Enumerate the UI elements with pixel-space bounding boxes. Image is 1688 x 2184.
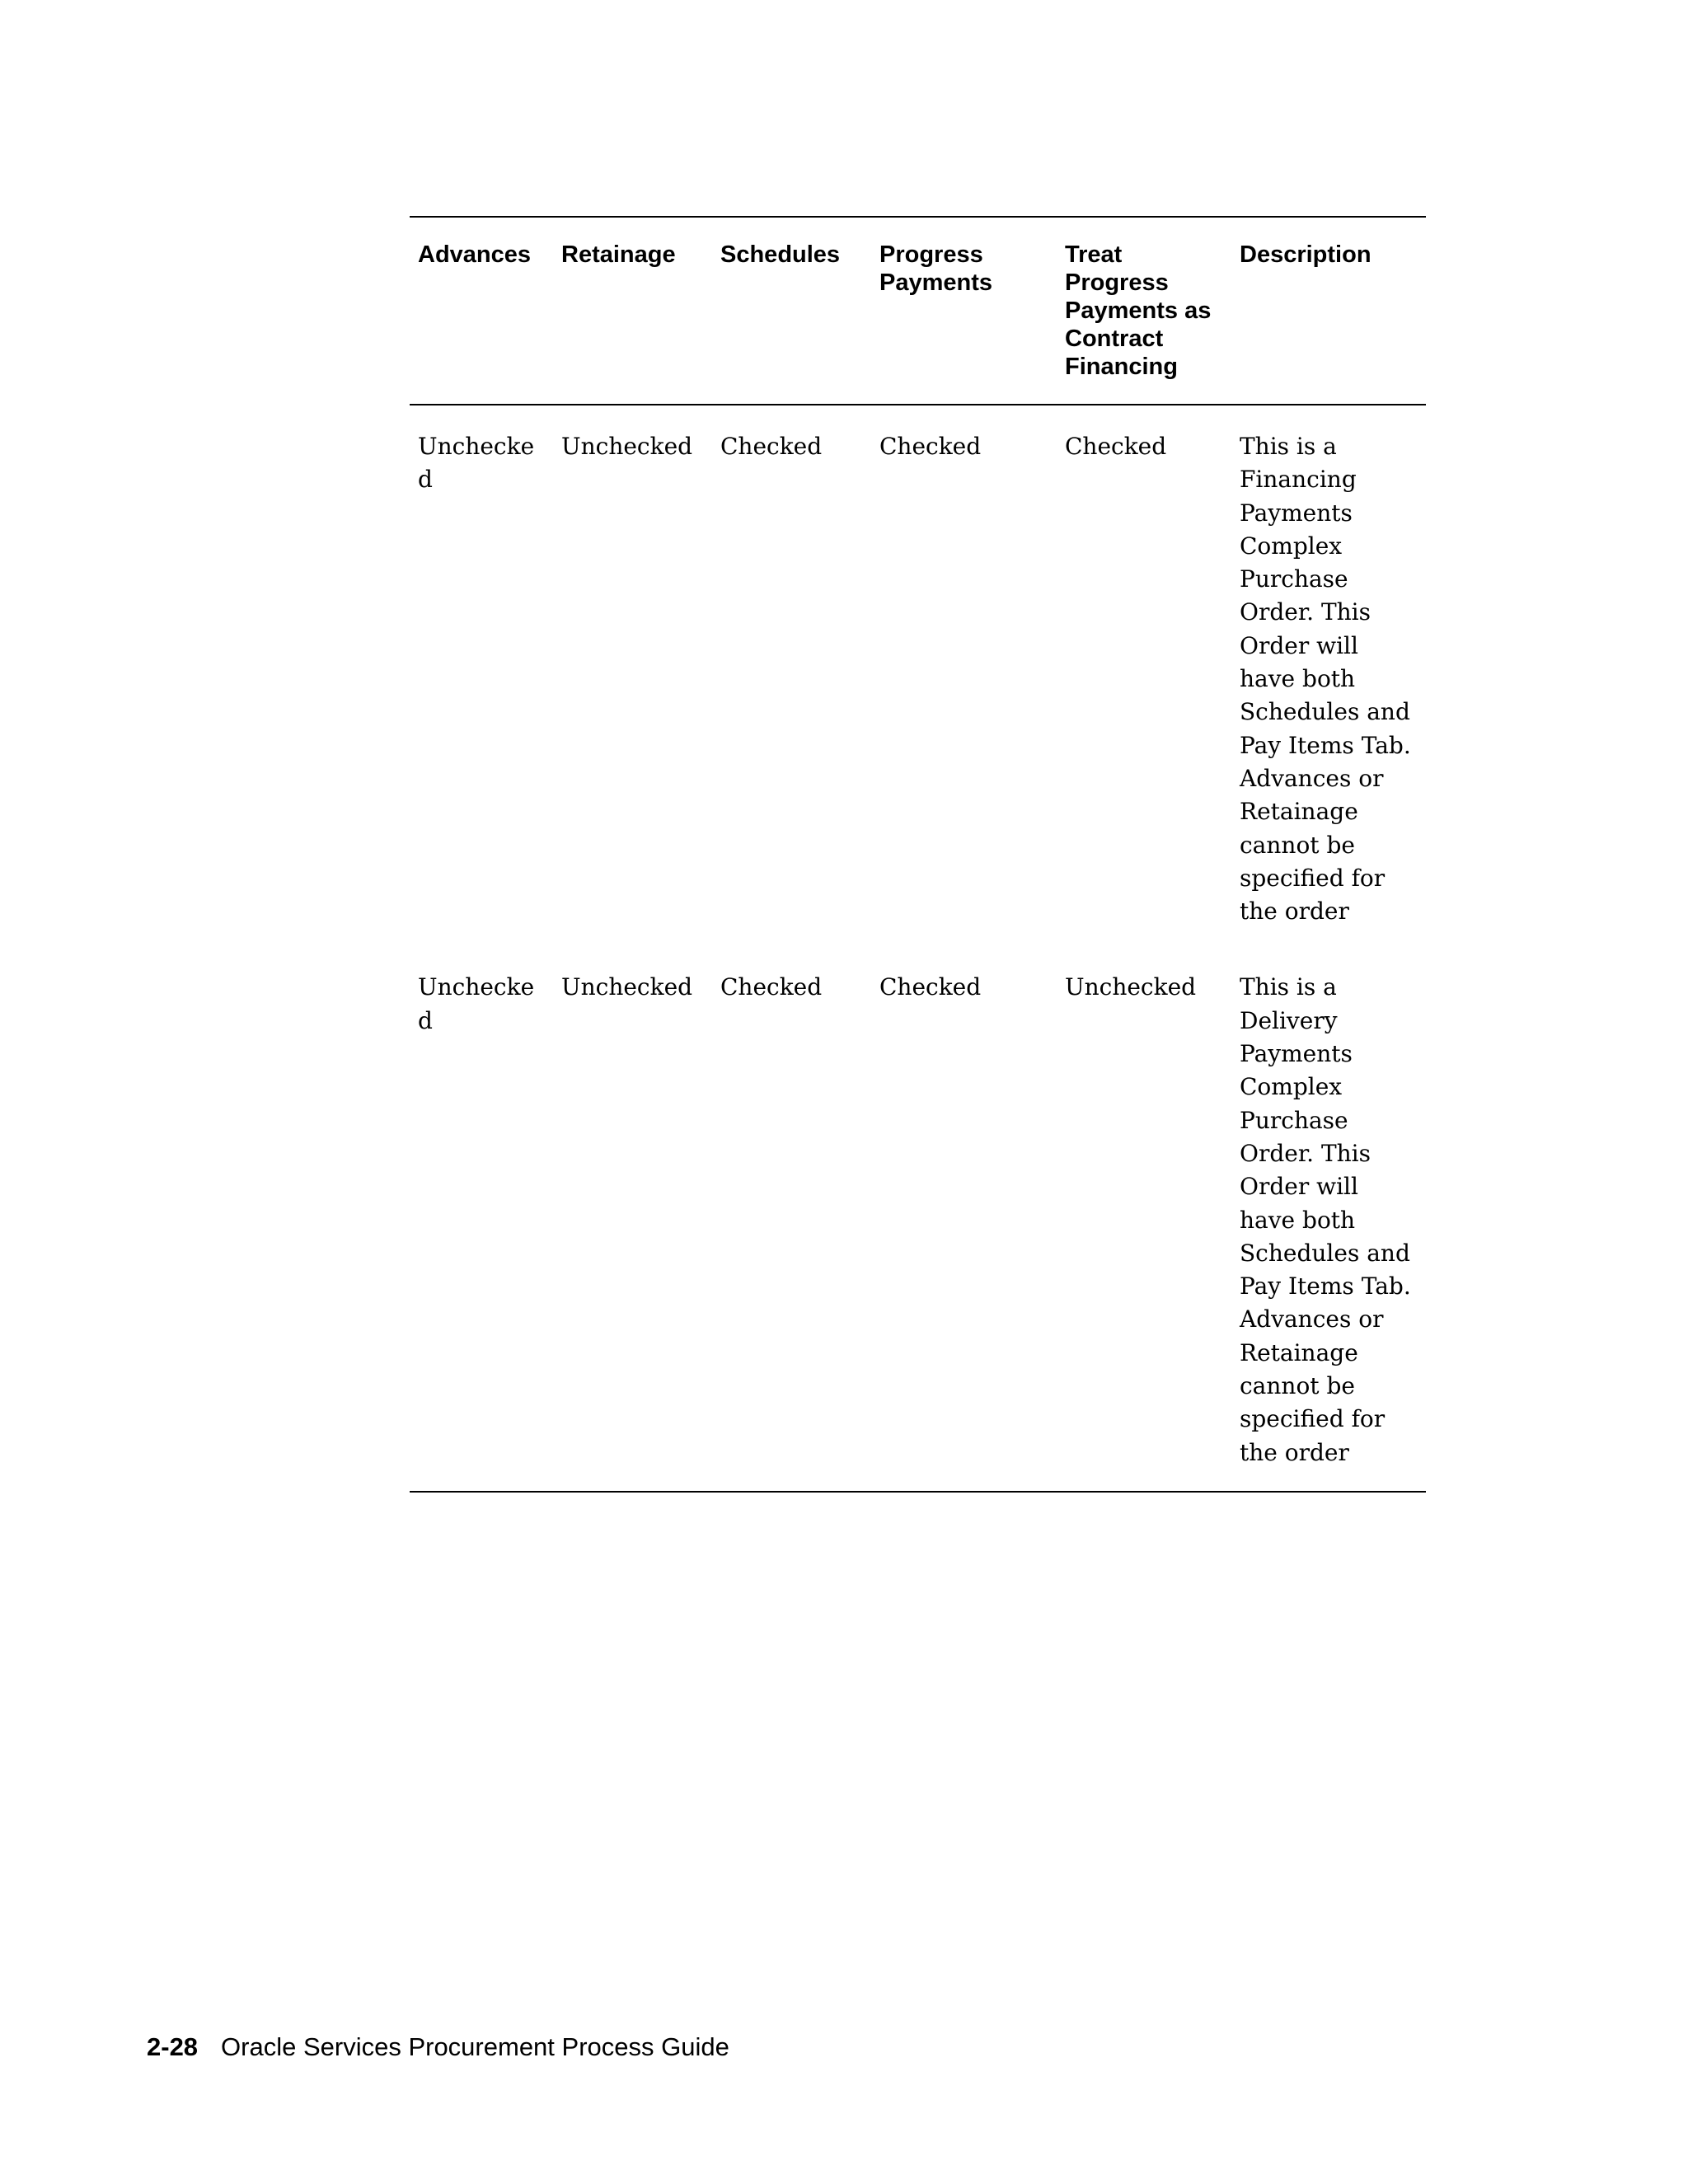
cell-progress-payments: Checked — [879, 433, 982, 460]
header-retainage: Retainage — [561, 241, 676, 268]
table-row — [410, 949, 1426, 1491]
cell-retainage: Unchecked — [561, 973, 693, 1001]
header-row — [410, 217, 1426, 405]
page-number: 2-28 — [147, 2032, 199, 2061]
payment-options-table — [410, 216, 1426, 1493]
header-treat-progress-payments: Treat Progress Payments as Contract Financing — [1065, 241, 1212, 380]
page-footer — [147, 2031, 729, 2064]
document-title: Oracle Services Procurement Process Guide — [221, 2032, 729, 2061]
cell-progress-payments: Checked — [879, 973, 982, 1001]
cell-treat-progress-payments: Checked — [1065, 433, 1167, 460]
table-header — [410, 217, 1426, 405]
header-advances: Advances — [418, 241, 532, 268]
cell-description: This is a Financing Payments Complex Purchase Order. This Order will have both Schedules and Pay Items Tab. Advances or Retainage cannot be specified for the order — [1240, 433, 1411, 926]
header-progress-payments: Progress Payments — [879, 241, 993, 296]
cell-description: This is a Delivery Payments Complex Purchase Order. This Order will have both Schedules and Pay Items Tab. Advances or Retainage cannot be specified for the order — [1240, 973, 1411, 1466]
table-row — [410, 405, 1426, 949]
cell-schedules: Checked — [720, 433, 823, 460]
cell-treat-progress-payments: Unchecked — [1065, 973, 1197, 1001]
cell-schedules: Checked — [720, 973, 823, 1001]
header-description: Description — [1240, 241, 1372, 268]
header-schedules: Schedules — [720, 241, 841, 268]
table-body — [410, 405, 1426, 1492]
cell-advances: Unchecked — [418, 433, 535, 494]
cell-advances: Unchecked — [418, 973, 535, 1034]
cell-retainage: Unchecked — [561, 433, 693, 460]
